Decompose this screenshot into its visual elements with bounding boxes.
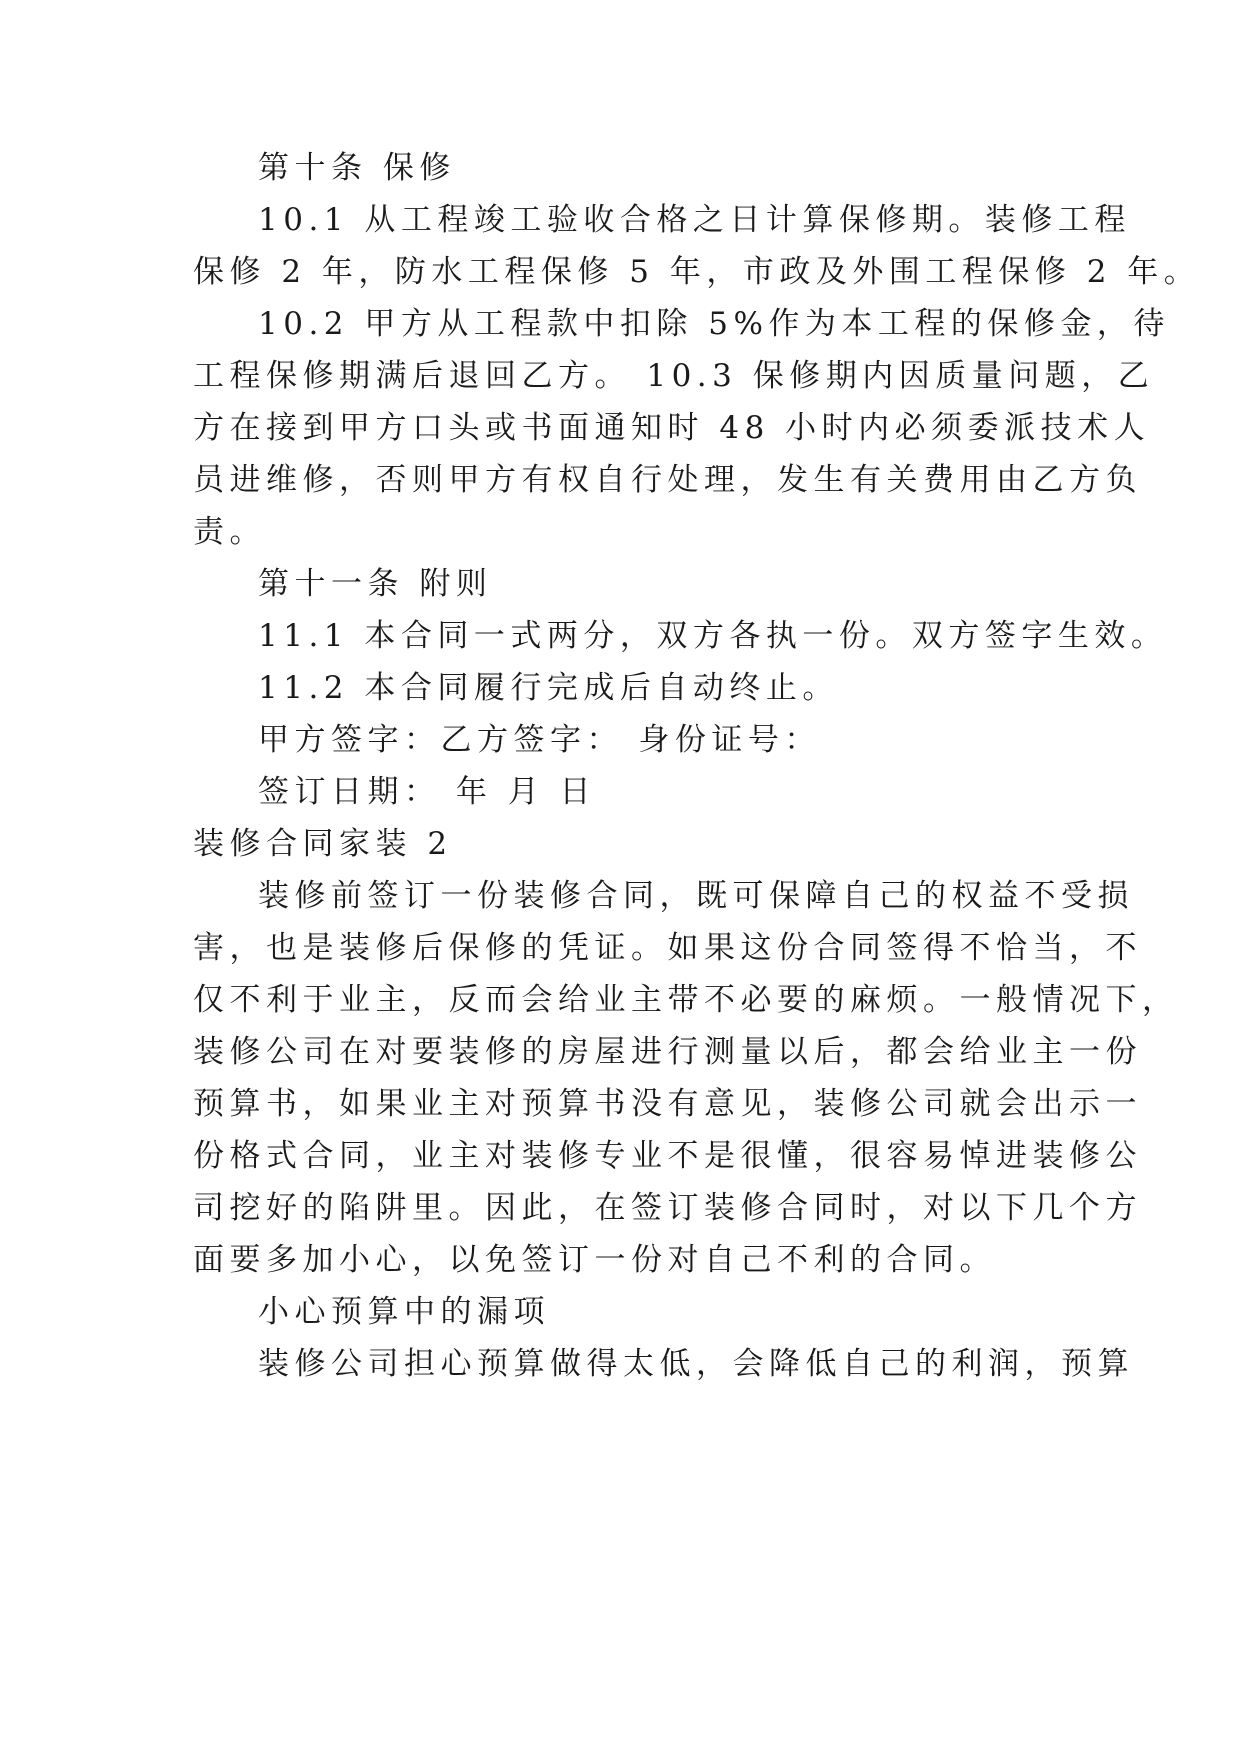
budget-line-1: 装修公司担心预算做得太低，会降低自己的利润，预算 (258, 1346, 1134, 1382)
intro-line-4: 装修公司在对要装修的房屋进行测量以后，都会给业主一份 (193, 1034, 1142, 1070)
clause-11-2: 11.2 本合同履行完成后自动终止。 (258, 670, 839, 706)
intro-line-3: 仅不利于业主，反而会给业主带不必要的麻烦。一般情况下， (193, 982, 1179, 1018)
signature-fields: 甲方签字：乙方签字： 身份证号： (258, 722, 821, 758)
clause-10-2-line-4: 员进维修，否则甲方有权自行处理，发生有关费用由乙方负 (193, 462, 1142, 498)
clause-11-1: 11.1 本合同一式两分，双方各执一份。双方签字生效。 (258, 618, 1168, 654)
intro-line-8: 面要多加小心，以免签订一份对自己不利的合同。 (193, 1242, 996, 1278)
clause-10-2-line-5: 责。 (193, 514, 266, 550)
clause-10-1-line-2: 保修 2 年，防水工程保修 5 年，市政及外围工程保修 2 年。 (193, 254, 1201, 290)
section-2-title: 装修合同家装 2 (193, 826, 453, 862)
intro-line-6: 份格式合同，业主对装修专业不是很懂，很容易悼进装修公 (193, 1138, 1142, 1174)
clause-10-2-line-3: 方在接到甲方口头或书面通知时 48 小时内必须委派技术人 (193, 410, 1151, 446)
clause-10-1-line-1: 10.1 从工程竣工验收合格之日计算保修期。装修工程 (258, 202, 1131, 238)
budget-subheading: 小心预算中的漏项 (258, 1294, 550, 1330)
signing-date: 签订日期： 年 月 日 (258, 774, 597, 810)
intro-line-2: 害，也是装修后保修的凭证。如果这份合同签得不恰当，不 (193, 930, 1142, 966)
section-10-heading: 第十条 保修 (258, 150, 456, 186)
section-11-heading: 第十一条 附则 (258, 566, 493, 602)
clause-10-2-line-1: 10.2 甲方从工程款中扣除 5%作为本工程的保修金，待 (258, 306, 1170, 342)
intro-line-1: 装修前签订一份装修合同，既可保障自己的权益不受损 (258, 878, 1134, 914)
clause-10-2-line-2: 工程保修期满后退回乙方。 10.3 保修期内因质量问题，乙 (193, 358, 1155, 394)
intro-line-5: 预算书，如果业主对预算书没有意见，装修公司就会出示一 (193, 1086, 1142, 1122)
intro-line-7: 司挖好的陷阱里。因此，在签订装修合同时，对以下几个方 (193, 1190, 1142, 1226)
